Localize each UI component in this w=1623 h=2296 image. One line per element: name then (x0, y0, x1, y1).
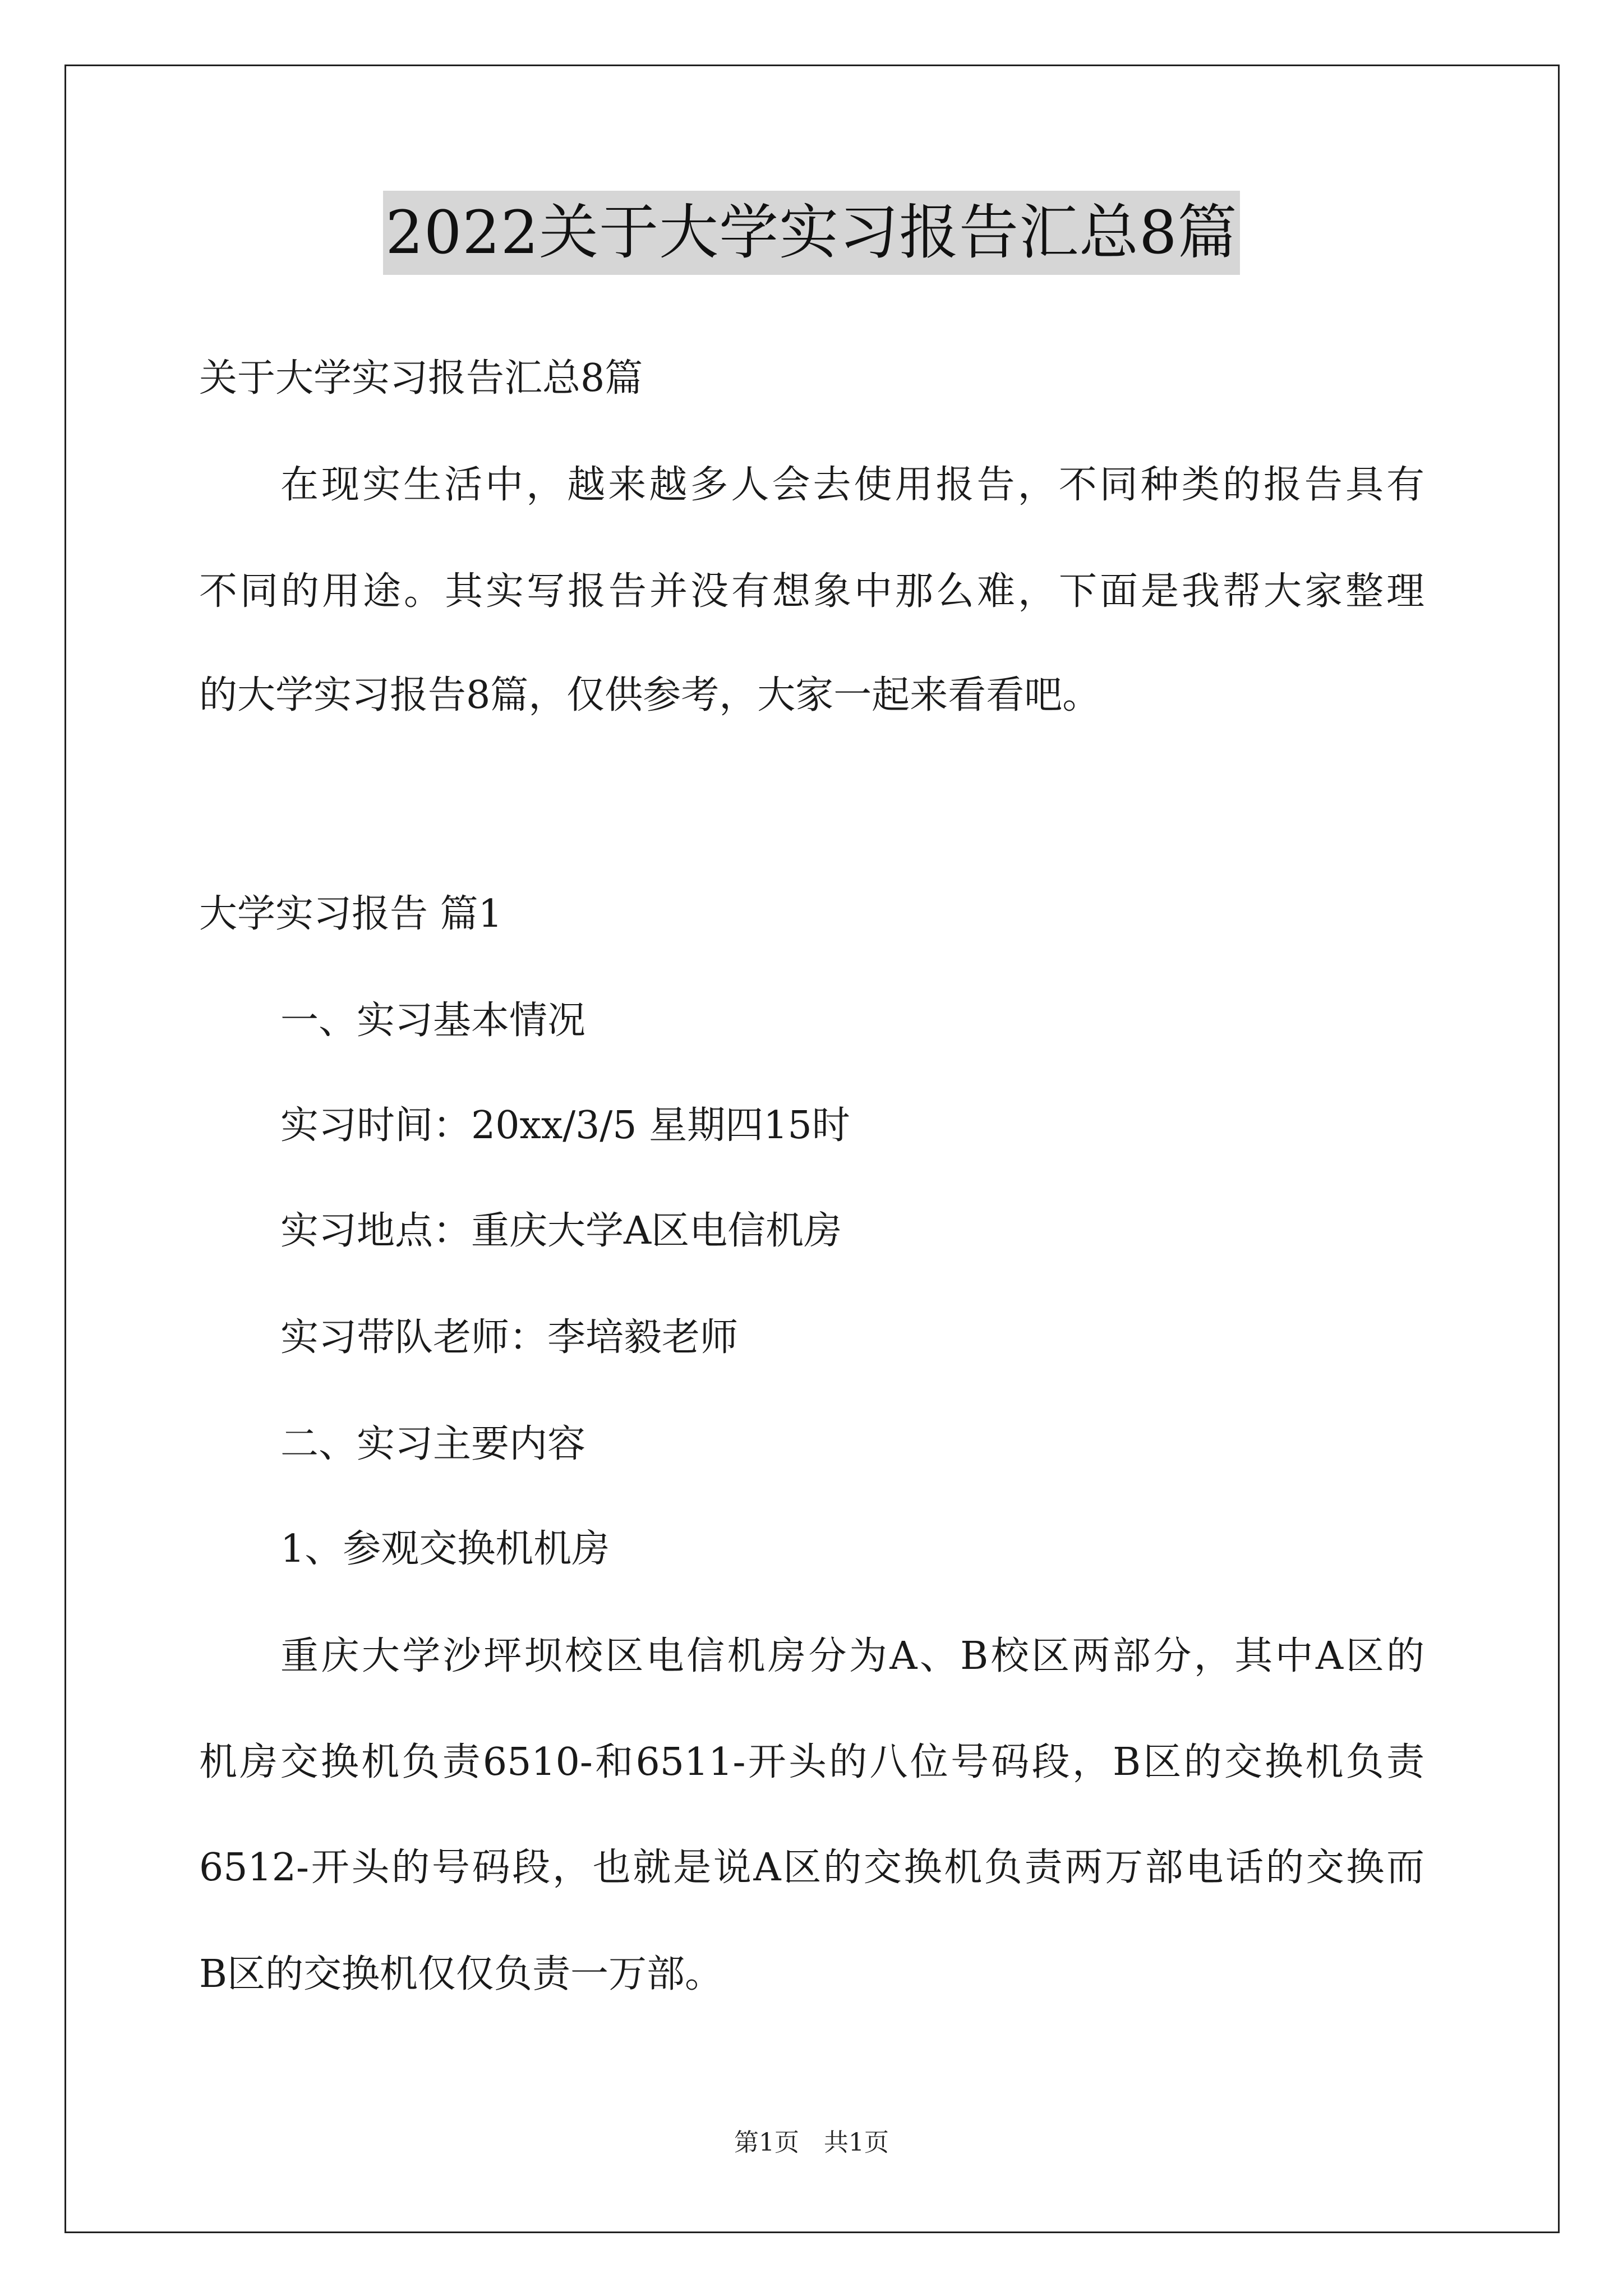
internship-time: 实习时间：20xx/3/5 星期四15时 (280, 1103, 850, 1148)
visit-heading: 1、参观交换机机房 (280, 1527, 610, 1571)
basic-info-heading: 一、实习基本情况 (280, 999, 586, 1043)
section-heading: 大学实习报告 篇1 (199, 892, 502, 936)
body-line-3: 6512-开头的号码段，也就是说A区的交换机负责两万部电话的交换而 (199, 1846, 1424, 1890)
body-line-4: B区的交换机仅仅负责一万部。 (199, 1952, 723, 1996)
title-container (0, 191, 1623, 275)
document-title: 2022关于大学实习报告汇总8篇 (383, 191, 1239, 275)
intro-line-3: 的大学实习报告8篇，仅供参考，大家一起来看看吧。 (199, 673, 1101, 717)
intro-line-1: 在现实生活中，越来越多人会去使用报告，不同种类的报告具有 (280, 463, 1424, 507)
document-subtitle: 关于大学实习报告汇总8篇 (199, 356, 643, 401)
internship-place: 实习地点：重庆大学A区电信机房 (280, 1209, 842, 1253)
main-content-heading: 二、实习主要内容 (280, 1422, 586, 1466)
body-line-2: 机房交换机负责6510-和6511-开头的八位号码段，B区的交换机负责 (199, 1740, 1424, 1784)
intro-line-2: 不同的用途。其实写报告并没有想象中那么难，下面是我帮大家整理 (199, 569, 1424, 614)
internship-teacher: 实习带队老师：李培毅老师 (280, 1315, 739, 1360)
body-line-1: 重庆大学沙坪坝校区电信机房分为A、B校区两部分，其中A区的 (280, 1634, 1424, 1678)
page-footer: 第1页 共1页 (734, 2128, 889, 2157)
